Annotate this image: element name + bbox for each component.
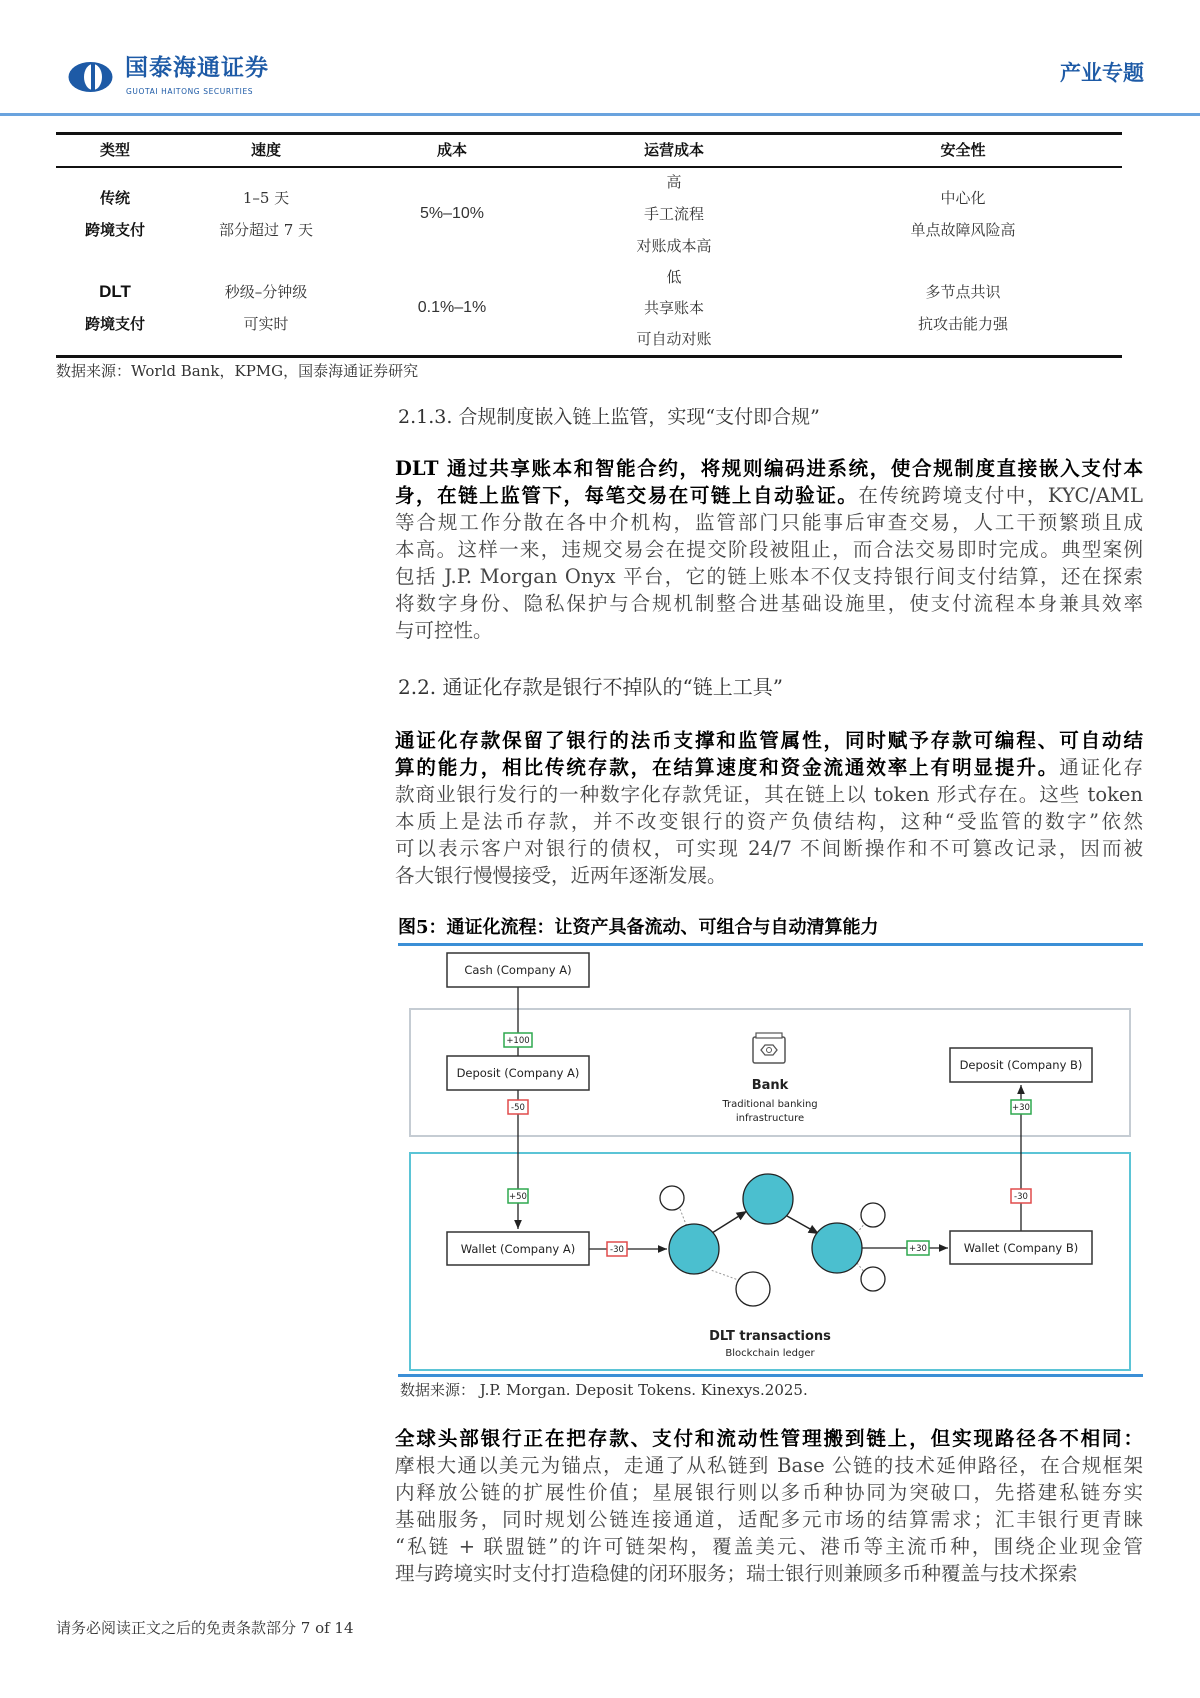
bank-subtitle-2: infrastructure <box>735 1113 805 1124</box>
text-line <box>395 835 1143 862</box>
col-header-type: 类型 <box>99 141 131 159</box>
cell-ops: 低 <box>666 268 682 286</box>
body-text: 包括 J.P. Morgan Onyx 平台，它的链上账本不仅支持银行间支付结算，还在探索 <box>395 565 1143 588</box>
flow-value: +100 <box>506 1036 530 1046</box>
text-line <box>395 727 1143 754</box>
body-text: 内释放公链的扩展性价值；星展银行则以多币种协同为突破口，先搭建私链夯实 <box>395 1481 1143 1504</box>
table-bottom-rule <box>56 355 1122 358</box>
header-divider <box>0 113 1200 116</box>
body-text: 基础服务，同时规划公链连接通道，适配多元市场的结算需求；汇丰银行更青睐 <box>395 1508 1143 1531</box>
cell-type: 传统 <box>99 189 131 207</box>
flow-value: +50 <box>509 1192 527 1202</box>
section-heading-2-1-3: 2.1.3. 合规制度嵌入链上监管，实现“支付即合规” <box>398 406 820 428</box>
bank-icon <box>753 1033 785 1063</box>
text-line <box>395 1533 1143 1560</box>
table-source: 数据来源：World Bank，KPMG，国泰海通证券研究 <box>56 362 419 380</box>
wallet-company-a-label: Wallet (Company A) <box>460 1242 576 1256</box>
text-line <box>395 1506 1143 1533</box>
bold-lead-text: 身，在链上监管下，每笔交易在可链上自动验证。 <box>395 484 859 507</box>
figure-title: 图5：通证化流程：让资产具备流动、可组合与自动清算能力 <box>398 917 879 938</box>
body-text: 在传统跨境支付中，KYC/AML <box>858 484 1143 507</box>
text-line <box>395 455 1143 482</box>
ledger-peer-node <box>861 1203 885 1227</box>
bank-subtitle: Traditional banking <box>722 1099 818 1110</box>
cell-security: 单点故障风险高 <box>910 221 1016 239</box>
cell-ops: 共享账本 <box>643 299 705 317</box>
body-text: 本高。这样一来，违规交易会在提交阶段被阻止，而合法交易即时完成。典型案例 <box>395 538 1143 561</box>
flow-value: -30 <box>610 1245 624 1255</box>
company-logo-icon <box>67 61 114 93</box>
text-line <box>395 590 1143 617</box>
flow-value: -50 <box>511 1103 525 1113</box>
cell-type: DLT <box>99 282 131 301</box>
text-line <box>395 781 1143 808</box>
flow-value: -30 <box>1014 1192 1028 1202</box>
text-line <box>395 536 1143 563</box>
body-text: “私链 + 联盟链”的许可链架构，覆盖美元、港币等主流币种，围绕企业现金管 <box>395 1535 1143 1558</box>
flow-value: +30 <box>909 1244 927 1254</box>
paragraph-tokenized-deposits <box>395 727 1143 889</box>
table-header-rule <box>56 166 1122 168</box>
company-logo-name: 国泰海通证券 <box>125 55 269 81</box>
body-text: 通证化存 <box>1059 756 1143 779</box>
body-text: 理与跨境实时支付打造稳健的闭环服务；瑞士银行则兼顾多币种覆盖与技术探索 <box>395 1562 1078 1585</box>
report-topic-label: 产业专题 <box>1060 61 1144 85</box>
bank-title: Bank <box>751 1078 789 1093</box>
body-text: 与可控性。 <box>395 619 493 642</box>
ledger-node <box>812 1223 862 1273</box>
ledger-peer-node <box>736 1272 770 1306</box>
company-logo-subtitle: GUOTAI HAITONG SECURITIES <box>126 87 254 96</box>
page-footer: 请务必阅读正文之后的免责条款部分 7 of 14 <box>56 1619 354 1637</box>
cell-speed: 秒级–分钟级 <box>224 283 308 301</box>
text-line <box>395 482 1143 509</box>
col-header-ops-cost: 运营成本 <box>643 141 705 159</box>
cell-security: 中心化 <box>940 189 986 207</box>
text-line <box>395 1560 1143 1587</box>
dlt-title: DLT transactions <box>709 1329 831 1344</box>
cash-company-a-label: Cash (Company A) <box>464 963 572 977</box>
ledger-node <box>743 1174 793 1224</box>
text-line <box>395 509 1143 536</box>
text-line <box>395 862 1143 889</box>
text-line <box>395 1479 1143 1506</box>
cell-ops: 高 <box>666 173 682 191</box>
cell-ops: 可自动对账 <box>636 330 712 348</box>
col-header-security: 安全性 <box>940 141 986 159</box>
text-line <box>395 617 1143 644</box>
section-heading-2-2: 2.2. 通证化存款是银行不掉队的“链上工具” <box>398 675 783 699</box>
figure-source: 数据来源： J.P. Morgan. Deposit Tokens. Kinexys.2025. <box>400 1381 808 1399</box>
body-text: 等合规工作分散在各中介机构，监管部门只能事后审查交易，人工干预繁琐且成 <box>395 511 1143 534</box>
ledger-peer-node <box>861 1267 885 1291</box>
figure-bottom-rule <box>398 1374 1143 1377</box>
body-text: 各大银行慢慢接受，近两年逐渐发展。 <box>395 864 727 887</box>
cell-security: 多节点共识 <box>925 283 1001 301</box>
bold-lead-text: 全球头部银行正在把存款、支付和流动性管理搬到链上，但实现路径各不相同： <box>395 1427 1143 1450</box>
figure-top-rule <box>398 943 1143 946</box>
cell-type: 跨境支付 <box>84 315 146 333</box>
deposit-company-a-label: Deposit (Company A) <box>456 1066 580 1080</box>
cell-cost: 5%–10% <box>419 205 485 222</box>
body-text: 可以表示客户对银行的债权，可实现 24/7 不间断操作和不可篡改记录，因而被 <box>395 837 1143 860</box>
text-line <box>395 563 1143 590</box>
deposit-company-b-label: Deposit (Company B) <box>959 1058 1083 1072</box>
body-text: 款商业银行发行的一种数字化存款凭证，其在链上以 token 形式存在。这些 token <box>395 783 1143 806</box>
body-text: 本质上是法币存款，并不改变银行的资产负债结构，这种“受监管的数字”依然 <box>395 810 1143 833</box>
text-line <box>395 1452 1143 1479</box>
paragraph-global-banks <box>395 1425 1143 1587</box>
text-line <box>395 808 1143 835</box>
text-line <box>395 754 1143 781</box>
bold-lead-text: 通证化存款保留了银行的法币支撑和监管属性，同时赋予存款可编程、可自动结 <box>395 729 1143 752</box>
tokenization-flow-diagram <box>395 951 1145 1373</box>
table-top-rule <box>56 132 1122 135</box>
body-text: 摩根大通以美元为锚点，走通了从私链到 Base 公链的技术延伸路径，在合规框架 <box>395 1454 1143 1477</box>
text-line <box>395 1425 1143 1452</box>
cell-security: 抗攻击能力强 <box>917 315 1009 333</box>
ledger-peer-node <box>660 1186 684 1210</box>
cell-speed: 1–5 天 <box>242 189 290 207</box>
body-text: 将数字身份、隐私保护与合规机制整合进基础设施里，使支付流程本身兼具效率 <box>395 592 1143 615</box>
col-header-cost: 成本 <box>436 141 468 159</box>
cell-type: 跨境支付 <box>84 221 146 239</box>
wallet-company-b-label: Wallet (Company B) <box>963 1241 1079 1255</box>
bold-lead-text: DLT 通过共享账本和智能合约，将规则编码进系统，使合规制度直接嵌入支付本 <box>395 457 1143 480</box>
dlt-subtitle: Blockchain ledger <box>725 1348 815 1359</box>
cell-ops: 手工流程 <box>643 205 705 223</box>
cell-speed: 部分超过 7 天 <box>218 221 314 239</box>
cell-ops: 对账成本高 <box>636 237 712 255</box>
ledger-node <box>669 1224 719 1274</box>
paragraph-compliance <box>395 455 1143 644</box>
cell-cost: 0.1%–1% <box>417 299 487 316</box>
bold-lead-text: 算的能力，相比传统存款，在结算速度和资金流通效率上有明显提升。 <box>395 756 1060 779</box>
flow-value: +30 <box>1012 1103 1030 1113</box>
col-header-speed: 速度 <box>250 141 282 159</box>
cell-speed: 可实时 <box>243 315 289 333</box>
